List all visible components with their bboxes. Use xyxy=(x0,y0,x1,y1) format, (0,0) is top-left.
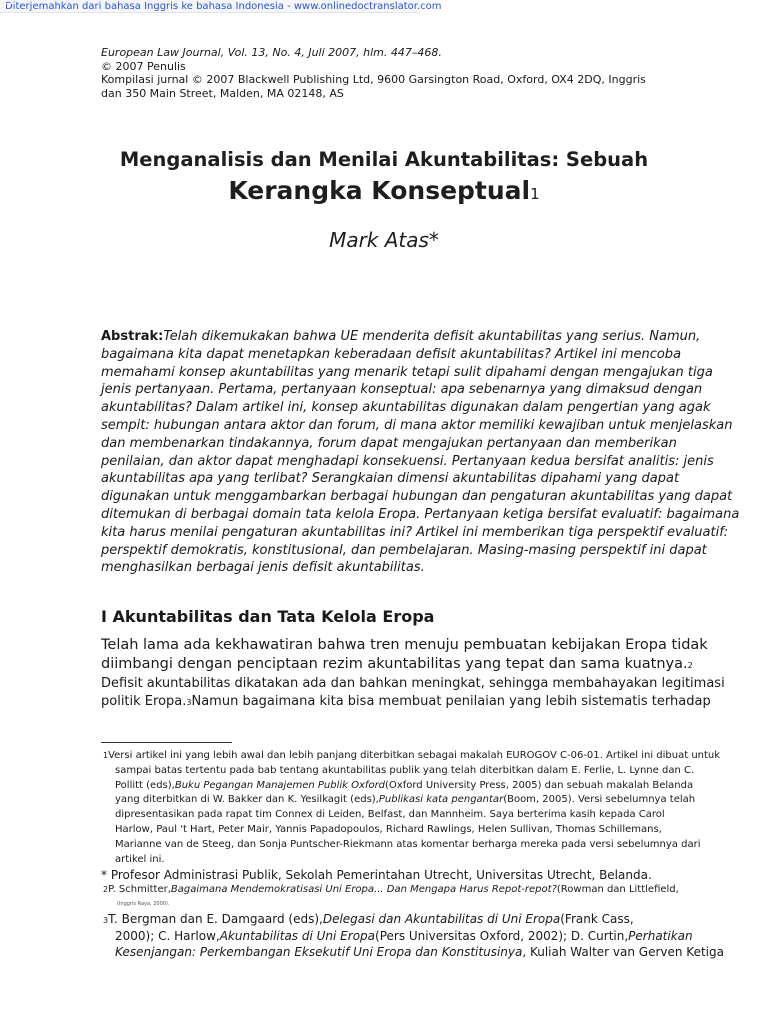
banner-text[interactable]: Diterjemahkan dari bahasa Inggris ke bahasa Indonesia - www.onlinedoctranslator.com xyxy=(5,0,442,12)
footnote-text: T. Bergman dan E. Damgaard (eds), xyxy=(108,912,323,927)
journal-copyright: © 2007 Penulis xyxy=(101,59,186,73)
abstract-text: Telah dikemukakan bahwa UE menderita defisit akuntabilitas yang serius. Namun, xyxy=(163,329,701,344)
body-line: Telah lama ada kekhawatiran bahwa tren menuju pembuatan kebijakan Eropa tidak xyxy=(101,637,708,653)
abstract-line: perspektif demokratis, konstitusional, dan pembelajaran. Masing-masing perspektif ini dapat xyxy=(101,542,707,558)
footnote-line xyxy=(101,912,701,929)
abstract-line: jenis pertanyaan. Pertama, pertanyaan konseptual: apa sebenarnya yang dimaksud dengan xyxy=(101,382,703,398)
footnote-text: Versi artikel ini yang lebih awal dan lebih panjang diterbitkan sebagai makalah EUROGOV C-06-01. Artikel ini dibuat untuk xyxy=(108,750,721,761)
title-footnote-mark: 1 xyxy=(530,185,540,203)
footnote-line: Marianne van de Steeg, dan Sonja Puntscher-Riekmann atas komentar berharga mereka pada versi sebelumnya dari xyxy=(115,838,701,850)
footnote-text: (Rowman dan Littlefield, xyxy=(556,884,679,896)
footnote-line xyxy=(101,929,701,945)
footnotes xyxy=(101,749,724,960)
abstract-line: penilaian, dan aktor dapat menghadapi konsekuensi. Pertanyaan kedua bersifat analitis: jenis xyxy=(101,453,714,469)
footnote-text: yang diterbitkan di W. Bakker dan K. Yesilkagit (eds), xyxy=(115,794,379,806)
footnote-line: sampai batas tertentu pada bab tentang akuntabilitas publik yang telah diterbitkan dalam E. Ferlie, L. Lynne dan C. xyxy=(115,764,695,776)
section-heading: I Akuntabilitas dan Tata Kelola Eropa xyxy=(101,607,435,626)
footnote-line: Harlow, Paul 't Hart, Peter Mair, Yannis Papadopoulos, Richard Rawlings, Helen Sullivan, Thomas Schillemans, xyxy=(115,823,662,835)
footnote-text: (Boom, 2005). Versi sebelumnya telah xyxy=(503,794,696,806)
body-line xyxy=(101,655,701,676)
abstract xyxy=(101,328,740,577)
author-affiliation-footnote: * Profesor Administrasi Publik, Sekolah Pemerintahan Utrecht, Universitas Utrecht, Belanda. xyxy=(101,868,652,883)
footnote-text: P. Schmitter, xyxy=(108,884,171,896)
abstract-line: akuntabilitas? Dalam artikel ini, konsep akuntabilitas digunakan dalam pengertian yang agak xyxy=(101,400,711,416)
abstract-line: akuntabilitas apa yang terlibat? Serangkaian dimensi akuntabilitas dipahami yang dapat xyxy=(101,471,680,487)
footnote-text: 2000); C. Harlow, xyxy=(115,928,220,943)
journal-citation: European Law Journal, Vol. 13, No. 4, Juli 2007, hlm. 447–468. xyxy=(101,46,442,59)
footnote-italic: Buku Pegangan Manajemen Publik Oxford xyxy=(174,779,386,791)
footnote-text: , Kuliah Walter van Gerven Ketiga xyxy=(522,944,724,959)
footnote-text: (Oxford University Press, 2005) dan sebuah makalah Belanda xyxy=(385,779,694,791)
footnote-mark: 3 xyxy=(103,916,109,926)
footnote-divider xyxy=(101,742,232,743)
abstract-line: menghasilkan berbagai jenis defisit akuntabilitas. xyxy=(101,560,425,576)
footnote-2-continuation: (Inggris Raya, 2000). xyxy=(117,901,170,908)
article-title-line-2 xyxy=(0,176,768,205)
abstract-line: bagaimana kita dapat menetapkan keberadaan defisit akuntabilitas? Artikel ini mencoba xyxy=(101,346,682,362)
footnote-ref-2[interactable]: 2 xyxy=(687,660,693,670)
translation-banner[interactable] xyxy=(0,0,442,13)
article-title-text: Kerangka Konseptual xyxy=(228,176,531,205)
footnote-italic: Perhatikan xyxy=(628,928,693,943)
footnote-italic: Kesenjangan: Perkembangan Eksekutif Uni Eropa dan Konstitusinya xyxy=(115,944,523,959)
footnote-text: (Pers Universitas Oxford, 2002); D. Curtin, xyxy=(375,928,629,943)
footnote-italic: Publikasi kata pengantar xyxy=(378,794,504,806)
footnote-ref-3[interactable]: 3 xyxy=(186,697,192,707)
body-line: Defisit akuntabilitas dikatakan ada dan bahkan meningkat, sehingga membahayakan legitimasi xyxy=(101,676,725,691)
footnote-text: (Frank Cass, xyxy=(560,912,634,927)
article-title-line-1: Menganalisis dan Menilai Akuntabilitas: Sebuah xyxy=(119,148,649,171)
footnote-line xyxy=(101,793,701,808)
abstract-label: Abstrak: xyxy=(101,329,164,344)
abstract-line: ditemukan di berbagai domain tata kelola Eropa. Pertanyaan ketiga bersifat evaluatif: bagaimana xyxy=(101,506,740,522)
footnote-italic: Delegasi dan Akuntabilitas di Uni Eropa xyxy=(322,912,561,927)
footnote-line xyxy=(101,944,724,961)
footnote-italic: Akuntabilitas di Uni Eropa xyxy=(219,928,376,943)
abstract-line: dan membenarkan tindakannya, forum dapat mengajukan pertanyaan dan memberikan xyxy=(101,435,677,451)
footnote-2 xyxy=(101,883,701,897)
footnote-mark: 2 xyxy=(103,885,109,895)
abstract-line: digunakan untuk menggambarkan berbagai hubungan dan pengaturan akuntabilitas yang dapat xyxy=(101,489,733,505)
abstract-line: sempit: hubungan antara aktor dan forum, di mana aktor memiliki kewajiban untuk menjelaskan xyxy=(101,417,733,433)
footnote-italic: Bagaimana Mendemokratisasi Uni Eropa... Dan Mengapa Harus Repot-repot? xyxy=(170,884,557,896)
body-line xyxy=(101,693,711,712)
body-text: Namun bagaimana kita bisa membuat penilaian yang lebih sistematis terhadap xyxy=(191,693,711,709)
publisher-line-1: Kompilasi jurnal © 2007 Blackwell Publishing Ltd, 9600 Garsington Road, Oxford, OX4 2DQ, Inggris xyxy=(101,73,646,87)
author-name: Mark Atas* xyxy=(329,228,439,252)
footnote-line xyxy=(101,749,721,764)
abstract-line: kita harus menilai pengaturan akuntabilitas ini? Artikel ini memberikan tiga perspektif evaluatif: xyxy=(101,524,729,540)
abstract-line xyxy=(101,328,701,346)
footnote-text: Pollitt (eds), xyxy=(115,779,175,791)
journal-reference xyxy=(101,46,646,100)
footnote-line: dipresentasikan pada rapat tim Connex di Leiden, Belfast, dan Mannheim. Saya berterima kasih kepada Carol xyxy=(115,809,665,821)
footnote-line xyxy=(101,779,701,794)
footnote-1 xyxy=(101,749,721,867)
footnote-3 xyxy=(101,912,724,960)
body-text: diimbangi dengan penciptaan rezim akuntabilitas yang tepat dan sama kuatnya. xyxy=(101,655,688,672)
body-text: politik Eropa. xyxy=(101,693,187,709)
section-body xyxy=(101,636,725,711)
abstract-line: memahami konsep akuntabilitas yang menarik tetapi sulit dipahami dengan mengajukan tiga xyxy=(101,364,713,380)
footnote-mark: 1 xyxy=(103,751,109,760)
publisher-line-2: dan 350 Main Street, Malden, MA 02148, AS xyxy=(101,86,344,100)
footnote-line: artikel ini. xyxy=(115,853,165,865)
